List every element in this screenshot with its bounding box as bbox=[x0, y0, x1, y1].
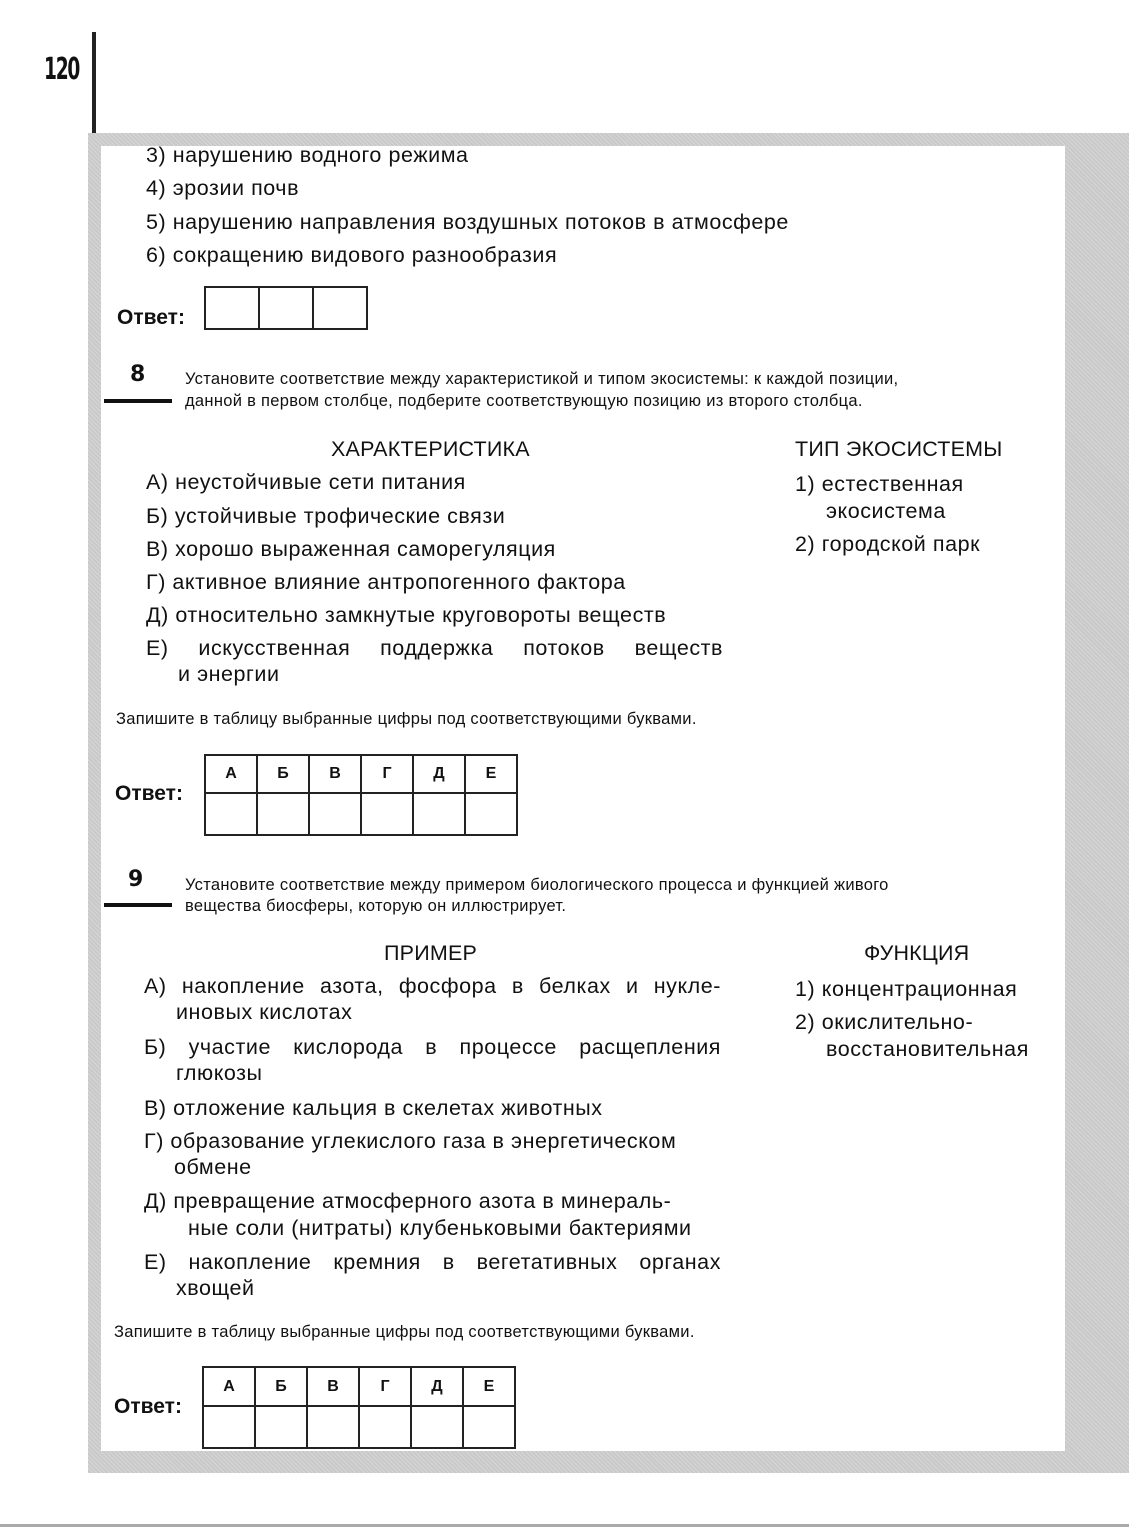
table-header-e: Е bbox=[463, 1367, 515, 1406]
q7-answer-label: Ответ: bbox=[117, 306, 185, 329]
answer-cell[interactable] bbox=[255, 1406, 307, 1448]
q9-item-b: Б) участие кислорода в процессе расщепления bbox=[144, 1035, 721, 1059]
table-header-v: В bbox=[309, 755, 361, 793]
table-header-v: В bbox=[307, 1367, 359, 1406]
q8-answer-table bbox=[204, 754, 518, 836]
answer-cell[interactable] bbox=[463, 1406, 515, 1448]
header-divider bbox=[92, 32, 96, 136]
q7-option-4: 4) эрозии почв bbox=[146, 176, 300, 200]
page-number: 120 bbox=[44, 52, 80, 87]
q9-item-a: А) накопление азота, фосфора в белках и нукле- bbox=[144, 974, 721, 998]
table-header-e: Е bbox=[465, 755, 517, 793]
answer-cell[interactable] bbox=[465, 793, 517, 835]
answer-cell[interactable] bbox=[313, 287, 367, 329]
answer-cell[interactable] bbox=[361, 793, 413, 835]
q9-answer-label: Ответ: bbox=[114, 1395, 182, 1418]
answer-cell[interactable] bbox=[359, 1406, 411, 1448]
q9-item-e-cont: хвощей bbox=[176, 1276, 255, 1300]
answer-cell[interactable] bbox=[307, 1406, 359, 1448]
q9-instruction-line1: Установите соответствие между примером биологического процесса и функцией живого bbox=[185, 876, 889, 894]
q9-function-2: 2) окислительно- bbox=[795, 1010, 974, 1034]
answer-cell[interactable] bbox=[203, 1406, 255, 1448]
table-header-d: Д bbox=[413, 755, 465, 793]
q8-note: Запишите в таблицу выбранные цифры под соответствующими буквами. bbox=[116, 710, 697, 728]
table-header-a: А bbox=[203, 1367, 255, 1406]
answer-cell[interactable] bbox=[205, 287, 259, 329]
q9-function-1: 1) концентрационная bbox=[795, 977, 1018, 1001]
answer-cell[interactable] bbox=[259, 287, 313, 329]
q9-item-d: Д) превращение атмосферного азота в минераль- bbox=[144, 1189, 672, 1213]
q9-left-heading: ПРИМЕР bbox=[384, 941, 478, 965]
table-header-g: Г bbox=[361, 755, 413, 793]
bottom-rule bbox=[0, 1524, 1129, 1527]
q8-left-heading: ХАРАКТЕРИСТИКА bbox=[331, 437, 530, 461]
q9-item-d-cont: ные соли (нитраты) клубеньковыми бактериями bbox=[188, 1216, 692, 1240]
answer-cell[interactable] bbox=[257, 793, 309, 835]
q9-number: 9 bbox=[128, 867, 144, 892]
answer-cell[interactable] bbox=[309, 793, 361, 835]
q8-type-1: 1) естественная bbox=[795, 472, 964, 496]
q9-note: Запишите в таблицу выбранные цифры под соответствующими буквами. bbox=[114, 1323, 695, 1341]
table-header-d: Д bbox=[411, 1367, 463, 1406]
answer-cell[interactable] bbox=[411, 1406, 463, 1448]
q8-right-heading: ТИП ЭКОСИСТЕМЫ bbox=[795, 437, 1003, 461]
q8-instruction-line2: данной в первом столбце, подберите соответствующую позицию из второго столбца. bbox=[185, 392, 863, 410]
q8-item-d: Д) относительно замкнутые круговороты веществ bbox=[146, 603, 667, 627]
q8-item-e-cont: и энергии bbox=[178, 662, 280, 686]
table-header-a: А bbox=[205, 755, 257, 793]
q8-item-b: Б) устойчивые трофические связи bbox=[146, 504, 506, 528]
q8-item-a: А) неустойчивые сети питания bbox=[146, 470, 466, 494]
q9-function-2-cont: восстановительная bbox=[826, 1037, 1029, 1061]
q8-item-e: Е) искусственная поддержка потоков веществ bbox=[146, 636, 723, 660]
q9-item-b-cont: глюкозы bbox=[176, 1061, 263, 1085]
table-header-b: Б bbox=[255, 1367, 307, 1406]
q9-item-g-cont: обмене bbox=[174, 1155, 252, 1179]
q7-answer-boxes bbox=[204, 286, 368, 330]
q9-item-v: В) отложение кальция в скелетах животных bbox=[144, 1096, 603, 1120]
q8-type-2: 2) городской парк bbox=[795, 532, 981, 556]
table-header-b: Б bbox=[257, 755, 309, 793]
q9-instruction-line2: вещества биосферы, которую он иллюстрирует. bbox=[185, 897, 567, 915]
q9-number-rule bbox=[104, 903, 172, 907]
q8-instruction-line1: Установите соответствие между характеристикой и типом экосистемы: к каждой позиции, bbox=[185, 370, 899, 388]
answer-cell[interactable] bbox=[413, 793, 465, 835]
q7-option-6: 6) сокращению видового разнообразия bbox=[146, 243, 558, 267]
answer-cell[interactable] bbox=[205, 793, 257, 835]
q8-type-1-cont: экосистема bbox=[826, 499, 946, 523]
q7-option-5: 5) нарушению направления воздушных потоков в атмосфере bbox=[146, 210, 789, 234]
q7-option-3: 3) нарушению водного режима bbox=[146, 143, 469, 167]
q8-number-rule bbox=[104, 399, 172, 403]
q9-item-g: Г) образование углекислого газа в энергетическом bbox=[144, 1129, 677, 1153]
q8-item-v: В) хорошо выраженная саморегуляция bbox=[146, 537, 556, 561]
table-header-g: Г bbox=[359, 1367, 411, 1406]
q8-item-g: Г) активное влияние антропогенного фактора bbox=[146, 570, 626, 594]
q9-item-e: Е) накопление кремния в вегетативных органах bbox=[144, 1250, 721, 1274]
q9-item-a-cont: иновых кислотах bbox=[176, 1000, 353, 1024]
q8-number: 8 bbox=[130, 362, 146, 387]
q9-answer-table bbox=[202, 1366, 516, 1449]
q9-right-heading: ФУНКЦИЯ bbox=[864, 941, 970, 965]
q8-answer-label: Ответ: bbox=[115, 782, 183, 805]
